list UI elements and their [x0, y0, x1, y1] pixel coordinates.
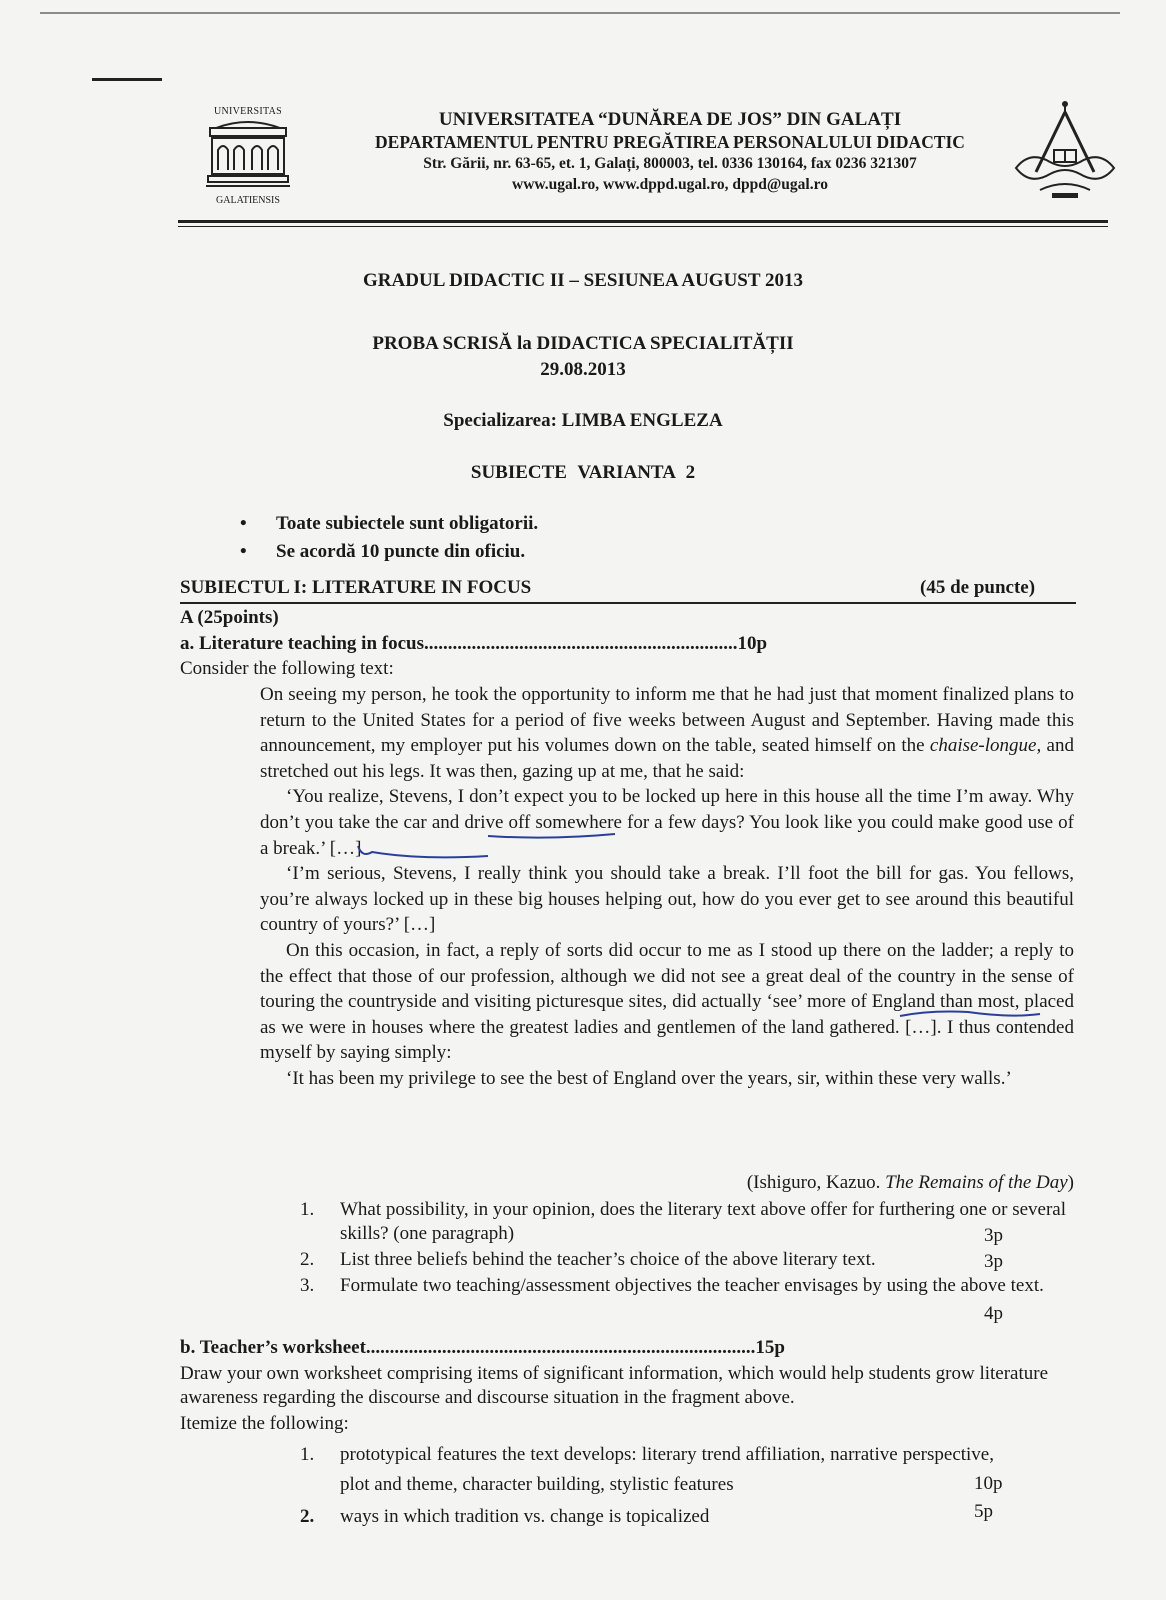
address-line: Str. Gării, nr. 63-65, et. 1, Galați, 800003, tel. 0336 130164, fax 0236 321307 — [423, 155, 917, 172]
subject-rule — [180, 602, 1076, 604]
scan-edge-line — [40, 12, 1120, 14]
rules-list — [240, 510, 538, 566]
logo-bottom-text: GALATIENSIS — [216, 195, 280, 206]
worksheet-item: 2. ways in which tradition vs. change is topicalized — [300, 1506, 710, 1527]
question-points: 4p — [984, 1303, 1003, 1324]
exam-title: PROBA SCRISĂ la DIDACTICA SPECIALITĂȚII — [372, 333, 794, 354]
section-a-title: a. Literature teaching in focus..................................................................10p — [180, 633, 768, 654]
institution-header — [330, 108, 1010, 195]
university-logo — [200, 106, 296, 206]
item-points: 5p — [974, 1501, 993, 1522]
specialization: Specializarea: LIMBA ENGLEZA — [443, 410, 723, 431]
question-item: 3. Formulate two teaching/assessment objectives the teacher envisages by using the above text. — [300, 1275, 1044, 1296]
question-points: 3p — [984, 1225, 1003, 1246]
passage-paragraph: On this occasion, in fact, a reply of sorts did occur to me as I stood up there on the ladder; a reply to the effect that those of our profession, although we did not see a great deal of the country in the sense of touring the countryside and visiting picturesque sites, did actually ‘see’ more of England than most, placed as we were in houses where the greatest ladies and gentlemen of the land gathered. […]. I thus contended myself by saying simply: — [260, 939, 1074, 1064]
dppd-logo-icon — [1010, 98, 1120, 208]
logo-top-text: UNIVERSITAS — [213, 106, 283, 117]
section-b-intro: Draw your own worksheet comprising items of significant information, which would help students grow literature awareness regarding the discourse and discourse situation in the fragment above. — [180, 1363, 1049, 1408]
item-points: 10p — [974, 1473, 1003, 1494]
subject-points: (45 de puncte) — [920, 577, 1036, 598]
literary-passage — [260, 682, 1074, 1092]
exam-date: 29.08.2013 — [540, 359, 626, 380]
header-rule-thin — [178, 226, 1108, 227]
passage-paragraph: On seeing my person, he took the opportunity to inform me that he had just that moment finalized plans to return to the United States for a period of five weeks between August and September. Having made this announcement, my employer put his volumes down on the table, seated himself on the chaise-longue, and stretched out his legs. It was then, gazing up at me, that he said: — [260, 684, 1074, 782]
question-points: 3p — [984, 1251, 1003, 1272]
passage-paragraph: ‘It has been my privilege to see the best of England over the years, sir, within these very walls.’ — [286, 1067, 1012, 1089]
rule-item: • Toate subiectele sunt obligatorii. — [240, 513, 539, 534]
header-rule-thick — [178, 220, 1108, 223]
passage-paragraph: ‘I’m serious, Stevens, I really think you should take a break. I’ll foot the bill for gas. You fellows, you’re always locked up in these big houses helping out, how do you ever get to see around this beautiful country of yours?’ […] — [260, 863, 1074, 936]
itemize-label: Itemize the following: — [180, 1413, 349, 1434]
exam-session: GRADUL DIDACTIC II – SESIUNEA AUGUST 2013 — [363, 270, 803, 291]
subject-title: SUBIECTUL I: LITERATURE IN FOCUS — [180, 577, 532, 598]
building-icon — [206, 120, 290, 190]
worksheet-items — [300, 1440, 1074, 1534]
section-b-title: b. Teacher’s worksheet..................................................................................15p — [180, 1337, 786, 1358]
university-name: UNIVERSITATEA “DUNĂREA DE JOS” DIN GALAȚI — [438, 109, 902, 130]
question-item: 2. List three beliefs behind the teacher’s choice of the above literary text. — [300, 1249, 876, 1270]
margin-mark — [92, 78, 162, 81]
citation: (Ishiguro, Kazuo. The Remains of the Day) — [746, 1172, 1074, 1193]
questions-list — [300, 1198, 1074, 1300]
passage-paragraph: ‘You realize, Stevens, I don’t expect you to be locked up here in this house all the time I’m away. Why don’t you take the car and drive off somewhere for a few days? You look like you could make good use of a break.’ […] — [260, 786, 1074, 859]
web-contact: www.ugal.ro, www.dppd.ugal.ro, dppd@ugal.ro — [512, 176, 828, 193]
department-name: DEPARTAMENTUL PENTRU PREGĂTIREA PERSONALULUI DIDACTIC — [375, 132, 965, 152]
part-a: A (25points) — [180, 607, 279, 628]
variant: SUBIECTE VARIANTA 2 — [470, 462, 696, 483]
question-item: 1. What possibility, in your opinion, does the literary text above offer for furthering one or several skills? (one paragraph) — [300, 1199, 1067, 1244]
rule-item: • Se acordă 10 puncte din oficiu. — [240, 541, 526, 562]
worksheet-item: 1. prototypical features the text develops: literary trend affiliation, narrative perspective, plot and theme, character building, stylistic features — [300, 1444, 994, 1495]
consider-text: Consider the following text: — [180, 658, 394, 679]
